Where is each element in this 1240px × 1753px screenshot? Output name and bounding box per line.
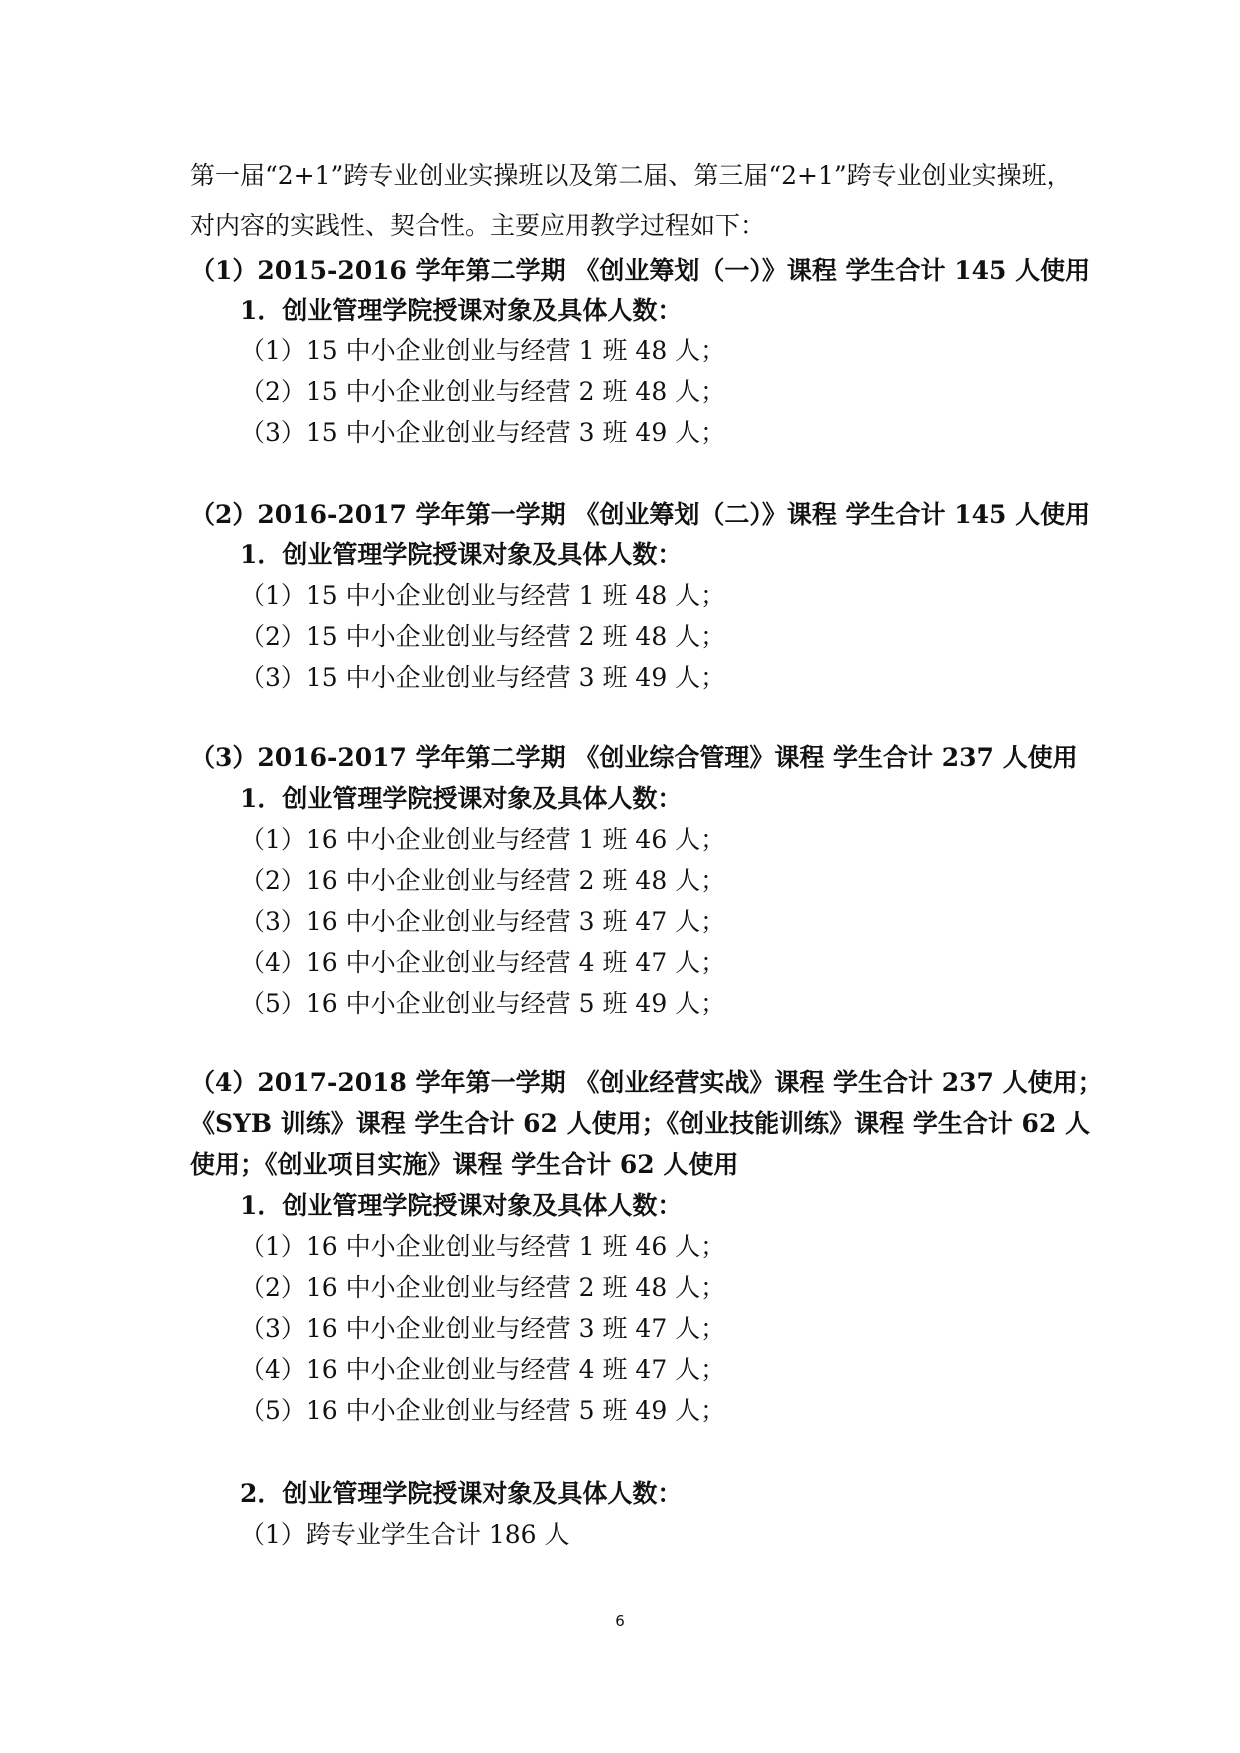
list-item: （5）16 中小企业创业与经营 5 班 49 人；: [240, 989, 726, 1018]
section-4-subheading: 1．创业管理学院授课对象及具体人数：: [240, 1191, 683, 1220]
section-4-heading-line-1: （4）2017-2018 学年第一学期 《创业经营实战》课程 学生合计 237 人使用；: [190, 1068, 1103, 1097]
list-item: （2）15 中小企业创业与经营 2 班 48 人；: [240, 622, 726, 651]
list-item: （3）16 中小企业创业与经营 3 班 47 人；: [240, 907, 726, 936]
page-number: 6: [615, 1612, 625, 1630]
list-item: （1）15 中小企业创业与经营 1 班 48 人；: [240, 581, 726, 610]
list-item: （1）跨专业学生合计 186 人: [240, 1520, 570, 1549]
section-4-subheading-2: 2．创业管理学院授课对象及具体人数：: [240, 1479, 683, 1508]
list-item: （1）15 中小企业创业与经营 1 班 48 人；: [240, 336, 726, 365]
list-item: （3）16 中小企业创业与经营 3 班 47 人；: [240, 1314, 726, 1343]
list-item: （2）16 中小企业创业与经营 2 班 48 人；: [240, 1273, 726, 1302]
section-4-heading-line-2: 《SYB 训练》课程 学生合计 62 人使用；《创业技能训练》课程 学生合计 62 人: [190, 1109, 1091, 1138]
list-item: （3）15 中小企业创业与经营 3 班 49 人；: [240, 663, 726, 692]
section-3-heading: （3）2016-2017 学年第二学期 《创业综合管理》课程 学生合计 237 人使用: [190, 743, 1078, 772]
list-item: （5）16 中小企业创业与经营 5 班 49 人；: [240, 1396, 726, 1425]
section-2-subheading: 1．创业管理学院授课对象及具体人数：: [240, 540, 683, 569]
intro-line-2: 对内容的实践性、契合性。主要应用教学过程如下：: [190, 211, 766, 240]
section-1-subheading: 1．创业管理学院授课对象及具体人数：: [240, 296, 683, 325]
intro-line-1: 第一届“2+1”跨专业创业实操班以及第二届、第三届“2+1”跨专业创业实操班，: [190, 161, 1072, 190]
list-item: （3）15 中小企业创业与经营 3 班 49 人；: [240, 418, 726, 447]
list-item: （2）16 中小企业创业与经营 2 班 48 人；: [240, 866, 726, 895]
list-item: （4）16 中小企业创业与经营 4 班 47 人；: [240, 1355, 726, 1384]
list-item: （2）15 中小企业创业与经营 2 班 48 人；: [240, 377, 726, 406]
section-1-heading: （1）2015-2016 学年第二学期 《创业筹划（一）》课程 学生合计 145 人使用: [190, 256, 1091, 285]
list-item: （1）16 中小企业创业与经营 1 班 46 人；: [240, 1232, 726, 1261]
list-item: （1）16 中小企业创业与经营 1 班 46 人；: [240, 825, 726, 854]
section-3-subheading: 1．创业管理学院授课对象及具体人数：: [240, 784, 683, 813]
list-item: （4）16 中小企业创业与经营 4 班 47 人；: [240, 948, 726, 977]
section-2-heading: （2）2016-2017 学年第一学期 《创业筹划（二）》课程 学生合计 145 人使用: [190, 500, 1091, 529]
section-4-heading-line-3: 使用；《创业项目实施》课程 学生合计 62 人使用: [190, 1150, 739, 1179]
